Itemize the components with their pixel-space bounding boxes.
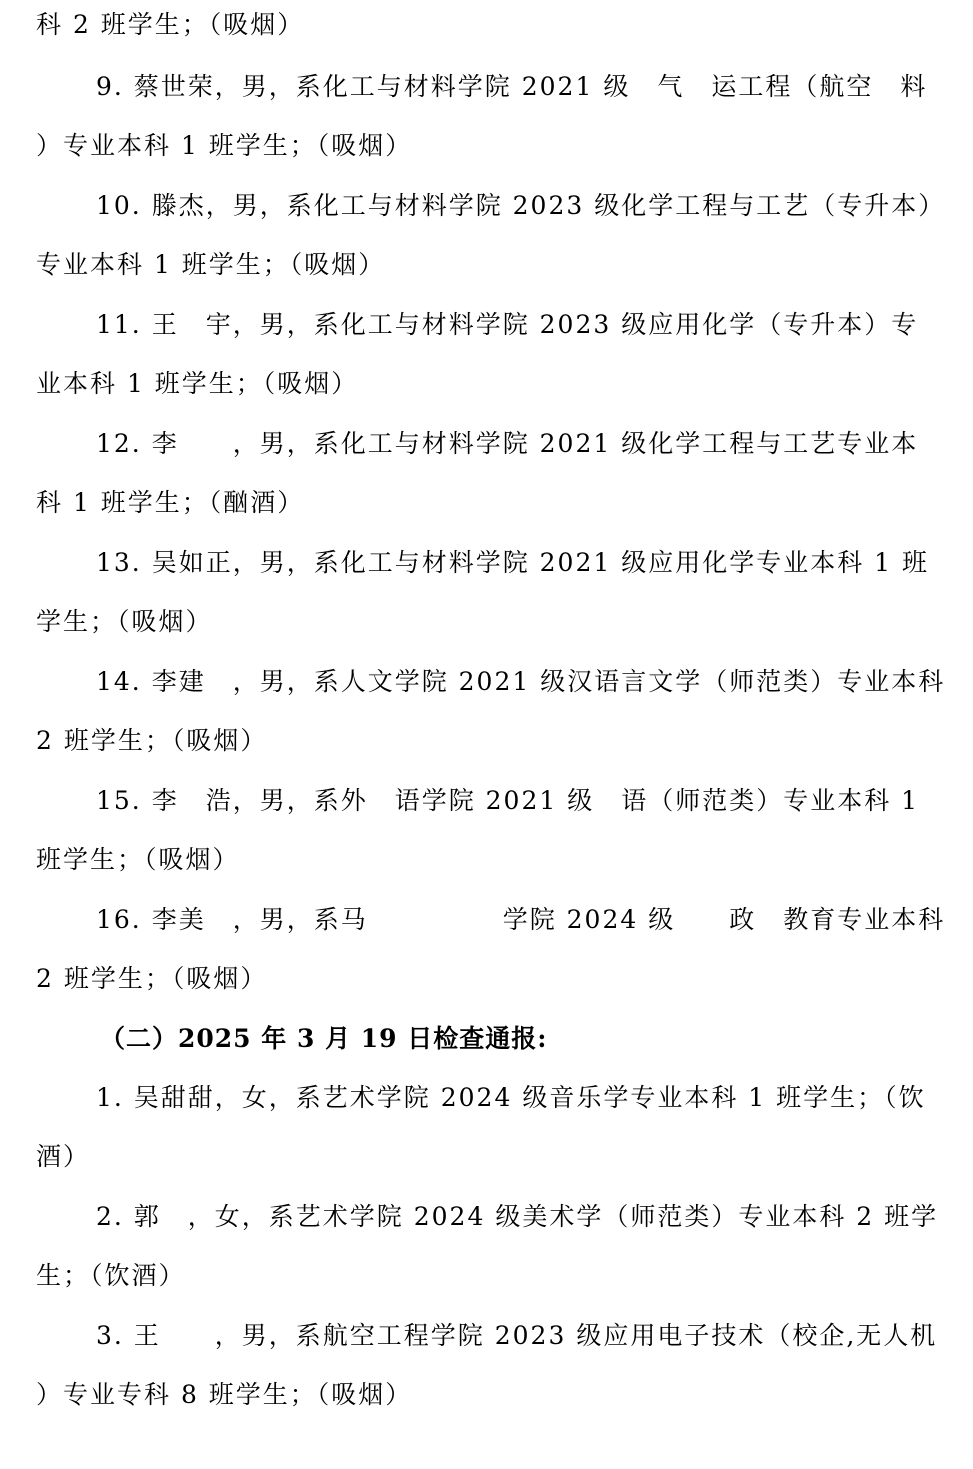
text-line: ）专业本科 1 班学生；（吸烟） [36, 131, 413, 160]
text-line: 科 1 班学生；（酗酒） [36, 488, 305, 517]
text-line: 2. 郭 ，女，系艺术学院 2024 级美术学（师范类）专业本科 2 班学 [96, 1202, 939, 1231]
text-line: 生；（饮酒） [36, 1261, 186, 1290]
text-line: 10. 滕杰，男，系化工与材料学院 2023 级化学工程与工艺（专升本） [96, 191, 946, 220]
text-line: 业本科 1 班学生；（吸烟） [36, 369, 359, 398]
text-line: 9. 蔡世荣，男，系化工与材料学院 2021 级 气 运工程（航空 料 [96, 72, 928, 101]
text-line: 酒） [36, 1142, 91, 1171]
text-line: 13. 吴如正，男，系化工与材料学院 2021 级应用化学专业本科 1 班 [96, 548, 930, 577]
section-heading: （二）2025 年 3 月 19 日检查通报: [100, 1024, 548, 1053]
text-line: 11. 王 宇，男，系化工与材料学院 2023 级应用化学（专升本）专 [96, 310, 919, 339]
text-line: 15. 李 浩，男，系外 语学院 2021 级 语（师范类）专业本科 1 [96, 786, 920, 815]
text-line: 学生；（吸烟） [36, 607, 213, 636]
text-line: 2 班学生；（吸烟） [36, 964, 268, 993]
text-line: 2 班学生；（吸烟） [36, 726, 268, 755]
text-line: 3. 王 ，男，系航空工程学院 2023 级应用电子技术（校企,无人机 [96, 1321, 938, 1350]
text-line: ）专业专科 8 班学生；（吸烟） [36, 1380, 413, 1409]
text-line: 16. 李美 ，男，系马 学院 2024 级 政 教育专业本科 [96, 905, 946, 934]
text-line: 14. 李建 ，男，系人文学院 2021 级汉语言文学（师范类）专业本科 [96, 667, 946, 696]
text-line: 专业本科 1 班学生；（吸烟） [36, 250, 386, 279]
text-line: 班学生；（吸烟） [36, 845, 240, 874]
text-line: 1. 吴甜甜，女，系艺术学院 2024 级音乐学专业本科 1 班学生；（饮 [96, 1083, 926, 1112]
text-line: 科 2 班学生；（吸烟） [36, 10, 305, 39]
text-line: 12. 李 ，男，系化工与材料学院 2021 级化学工程与工艺专业本 [96, 429, 919, 458]
